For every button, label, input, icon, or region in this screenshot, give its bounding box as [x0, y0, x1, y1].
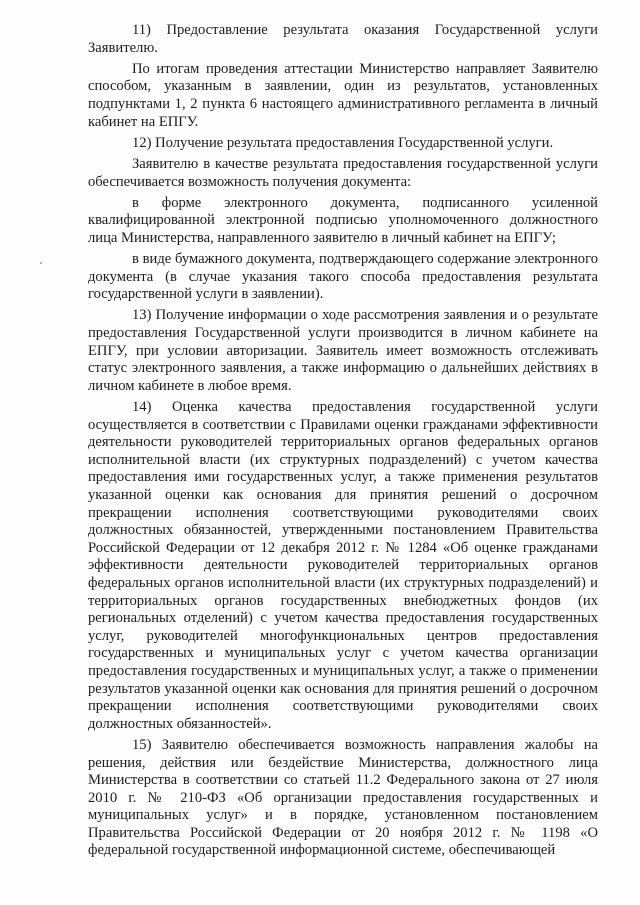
paragraph-item-12: 12) Получение результата предоставления Государственной услуги. [132, 134, 554, 151]
paragraph-attestation-result: По итогам проведения аттестации Министерство направляет Заявителю способом, указанным в заявлении, один из результатов, установленных подпунктами 1, 2 пункта 6 настоящего административного регламента в личный кабинет на ЕПГУ. [88, 60, 598, 130]
paragraph-item-14: 14) Оценка качества предоставления государственной услуги осуществляется в соответствии с Правилами оценки гражданами эффективности деятельности руководителей территориальных органов федеральных органов исполнительной власти (их структурных подразделений) с учетом качества предоставления ими государственных услуг, а также применения результатов указанной оценки как основания для принятия решений о досрочном прекращении исполнения соответствующими руководителями своих должностных обязанностей, утвержденными постановлением Правительства Российской Федерации от 12 декабря 2012 г. № 1284 «Об оценке гражданами эффективности деятельности руководителей территориальных органов федеральных органов исполнительной власти (их структурных подразделений) и территориальных органов государственных внебюджетных фондов (их региональных отделений) с учетом качества предоставления государственных услуг, руководителей многофункциональных центров предоставления государственных и муниципальных услуг с учетом качества организации предоставления государственных и муниципальных услуг, а также о применении результатов указанной оценки как основания для принятия решений о досрочном прекращении исполнения соответствующими руководителями своих должностных обязанностей». [88, 399, 598, 732]
scan-speck [40, 262, 42, 264]
paragraph-item-15: 15) Заявителю обеспечивается возможность направления жалобы на решения, действия или бездействие Министерства, должностного лица Министерства в соответствии со статьей 11.2 Федерального закона от 27 июля 2010 г. № 210-ФЗ «Об организации предоставления государственных и муниципальных услуг» и в порядке, установленном постановлением Правительства Российской Федерации от 20 ноября 2012 г. № 1198 «О федеральной государственной информационной системе, обеспечивающей [88, 736, 598, 859]
paragraph-result-options: Заявителю в качестве результата предоставления государственной услуги обеспечивается возможность получения документа: [88, 155, 598, 190]
paragraph-paper-document: в виде бумажного документа, подтверждающего содержание электронного документа (в случае указания такого способа предоставления результата государственной услуги в заявлении). [88, 251, 598, 303]
document-body [88, 22, 598, 864]
paragraph-item-11: 11) Предоставление результата оказания Государственной услуги Заявителю. [88, 22, 598, 56]
paragraph-item-13: 13) Получение информации о ходе рассмотрения заявления и о результате предоставления Государственной услуги производится в личном кабинете на ЕПГУ, при условии авторизации. Заявитель имеет возможность отслеживать статус электронного заявления, а также информацию о дальнейших действиях в личном кабинете в любое время. [88, 307, 598, 394]
paragraph-electronic-document: в форме электронного документа, подписанного усиленной квалифицированной электронной подписью уполномоченного должностного лица Министерства, направленного заявителю в личный кабинет на ЕПГУ; [88, 194, 598, 246]
